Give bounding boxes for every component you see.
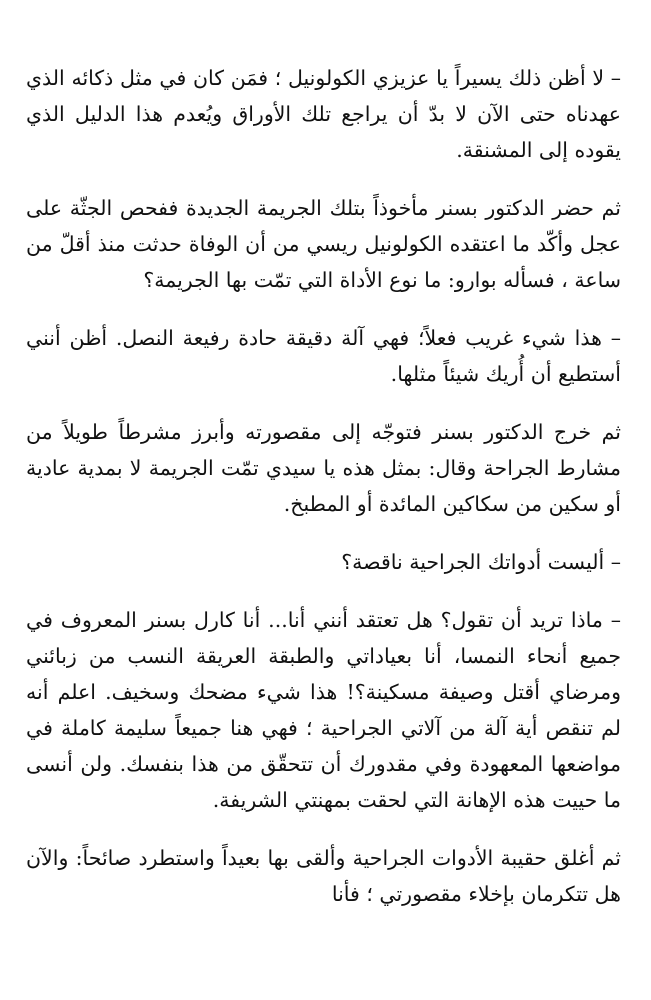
paragraph-7: ثم أغلق حقيبة الأدوات الجراحية وألقى بها بعيداً واستطرد صائحاً: والآن هل تتكرمان بإخلاء مقصورتي ؛ فأنا — [26, 846, 621, 906]
paragraph-6: – ماذا تريد أن تقول؟ هل تعتقد أنني أنا... أنا كارل بسنر المعروف في جميع أنحاء النمسا، أنا بعياداتي والطبقة العريقة النسب من زبائني ومرضاي أقتل وصيفة مسكينة؟! هذا شيء مضحك وسخيف. اعلم أنه لم تنقص أية آلة من آلاتي الجراحية ؛ فهي هنا جميعاً سليمة كاملة في مواضعها المعهودة وفي مقدورك أن تتحقّق من هذا بنفسك. ولن أنسى ما حييت هذه الإهانة التي لحقت بمهنتي الشريفة. — [26, 608, 621, 812]
paragraph-1: – لا أظن ذلك يسيراً يا عزيزي الكولونيل ؛ فمَن كان في مثل ذكائه الذي عهدناه حتى الآن لا بدّ أن يراجع تلك الأوراق ويُعدم هذا الدليل الذي يقوده إلى المشنقة. — [26, 66, 621, 162]
paragraph-4: ثم خرج الدكتور بسنر فتوجّه إلى مقصورته وأبرز مشرطاً طويلاً من مشارط الجراحة وقال: بمثل هذه يا سيدي تمّت الجريمة لا بمدية عادية أو سكين من سكاكين المائدة أو المطبخ. — [26, 420, 621, 516]
paragraph-3: – هذا شيء غريب فعلاً؛ فهي آلة دقيقة حادة رفيعة النصل. أظن أنني أستطيع أن أُريك شيئاً مثلها. — [26, 326, 621, 386]
body-text — [26, 60, 621, 912]
paragraph-2: ثم حضر الدكتور بسنر مأخوذاً بتلك الجريمة الجديدة ففحص الجثّة على عجل وأكّد ما اعتقده الكولونيل ريسي من أن الوفاة حدثت منذ أقلّ من ساعة ، فسأله بوارو: ما نوع الأداة التي تمّت بها الجريمة؟ — [26, 196, 621, 292]
paragraph-5: – أليست أدواتك الجراحية ناقصة؟ — [341, 550, 621, 574]
